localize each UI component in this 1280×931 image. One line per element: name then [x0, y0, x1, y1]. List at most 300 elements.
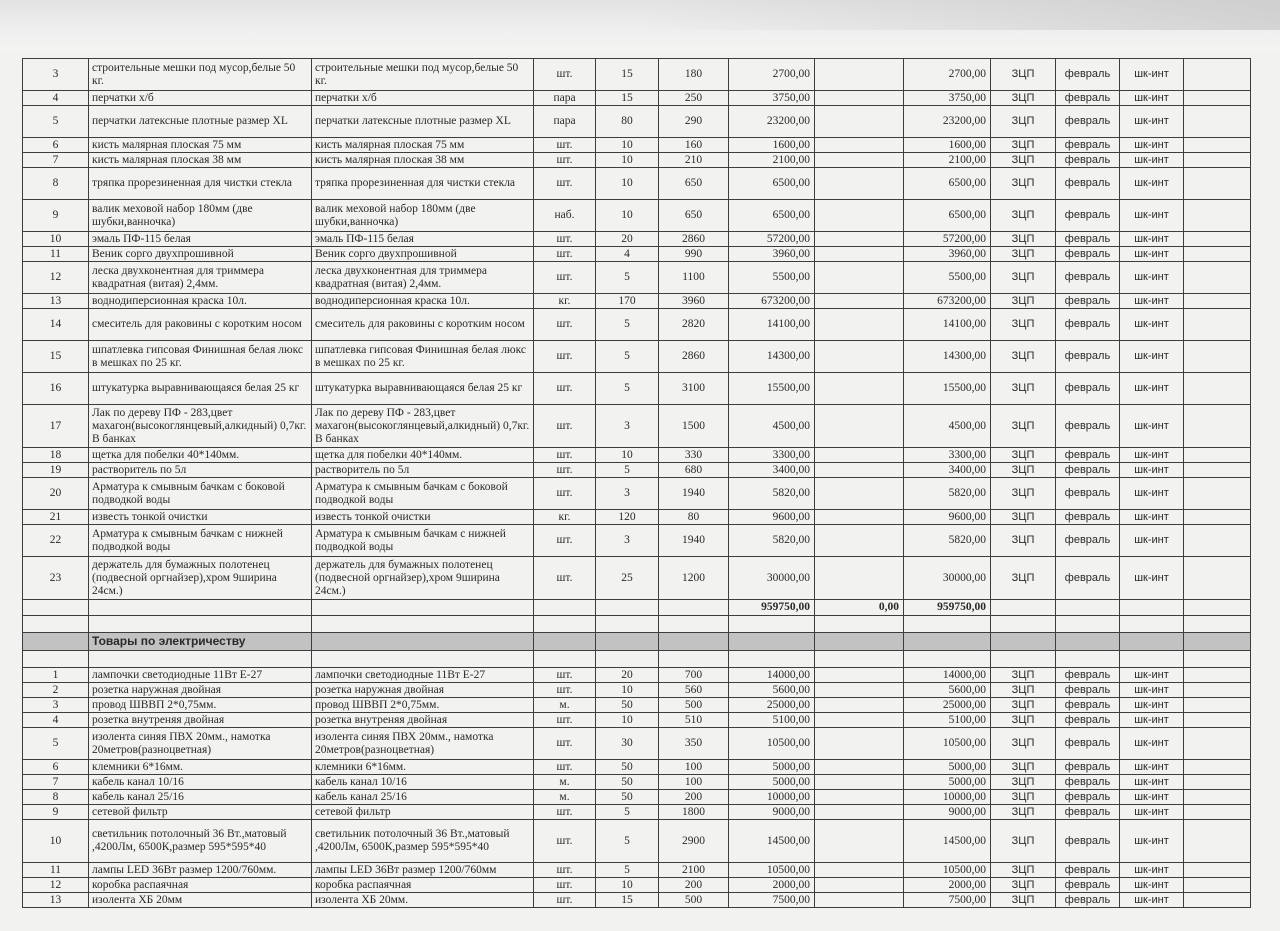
item-price: 1100	[659, 262, 729, 294]
item-sum: 25000,00	[729, 698, 815, 713]
item-extra	[815, 510, 904, 525]
item-department: шк-инт	[1120, 91, 1184, 106]
table-row	[23, 448, 1251, 463]
table-row	[23, 698, 1251, 713]
item-blank	[1184, 373, 1251, 405]
item-description: лампы LED 36Вт размер 1200/760мм	[312, 863, 534, 878]
item-unit: кг.	[534, 294, 596, 309]
item-price: 160	[659, 138, 729, 153]
item-source: ЗЦП	[991, 91, 1056, 106]
item-name: перчатки латексные плотные размер XL	[89, 106, 312, 138]
item-month: февраль	[1056, 463, 1120, 478]
item-blank	[1184, 262, 1251, 294]
item-name: Лак по дереву ПФ - 283,цвет махагон(высокоглянцевый,алкидный) 0,7кг. В банках	[89, 405, 312, 448]
item-month: февраль	[1056, 478, 1120, 510]
subtotal-cell-empty	[89, 600, 312, 616]
item-sum: 23200,00	[729, 106, 815, 138]
item-name: изолента ХБ 20мм	[89, 893, 312, 908]
row-number: 11	[23, 863, 89, 878]
item-price: 350	[659, 728, 729, 760]
table-row	[23, 478, 1251, 510]
item-department: шк-инт	[1120, 262, 1184, 294]
row-number: 13	[23, 294, 89, 309]
item-price: 210	[659, 153, 729, 168]
item-source: ЗЦП	[991, 200, 1056, 232]
item-description: леска двухконентная для триммера квадратная (витая) 2,4мм.	[312, 262, 534, 294]
item-department: шк-инт	[1120, 463, 1184, 478]
item-total: 5000,00	[904, 775, 991, 790]
item-unit: пара	[534, 106, 596, 138]
item-department: шк-инт	[1120, 200, 1184, 232]
row-number: 13	[23, 893, 89, 908]
item-quantity: 25	[596, 557, 659, 600]
row-number: 4	[23, 91, 89, 106]
item-total: 23200,00	[904, 106, 991, 138]
item-name: клемники 6*16мм.	[89, 760, 312, 775]
item-blank	[1184, 668, 1251, 683]
item-extra	[815, 698, 904, 713]
item-description: Лак по дереву ПФ - 283,цвет махагон(высокоглянцевый,алкидный) 0,7кг. В банках	[312, 405, 534, 448]
item-quantity: 5	[596, 463, 659, 478]
item-extra	[815, 373, 904, 405]
item-source: ЗЦП	[991, 510, 1056, 525]
table-row	[23, 713, 1251, 728]
item-unit: шт.	[534, 168, 596, 200]
item-department: шк-инт	[1120, 341, 1184, 373]
item-source: ЗЦП	[991, 262, 1056, 294]
item-source: ЗЦП	[991, 790, 1056, 805]
item-month: февраль	[1056, 510, 1120, 525]
item-department: шк-инт	[1120, 525, 1184, 557]
item-extra	[815, 713, 904, 728]
item-description: кисть малярная плоская 75 мм	[312, 138, 534, 153]
item-source: ЗЦП	[991, 760, 1056, 775]
item-month: февраль	[1056, 341, 1120, 373]
item-description: лампочки светодиодные 11Вт Е-27	[312, 668, 534, 683]
item-blank	[1184, 200, 1251, 232]
item-total: 3400,00	[904, 463, 991, 478]
item-blank	[1184, 247, 1251, 262]
row-number: 14	[23, 309, 89, 341]
item-extra	[815, 790, 904, 805]
item-quantity: 5	[596, 373, 659, 405]
item-source: ЗЦП	[991, 232, 1056, 247]
item-total: 7500,00	[904, 893, 991, 908]
item-source: ЗЦП	[991, 138, 1056, 153]
item-total: 2700,00	[904, 59, 991, 91]
item-source: ЗЦП	[991, 247, 1056, 262]
item-source: ЗЦП	[991, 775, 1056, 790]
item-blank	[1184, 713, 1251, 728]
item-unit: шт.	[534, 893, 596, 908]
item-unit: шт.	[534, 668, 596, 683]
item-extra	[815, 728, 904, 760]
table-body-building	[23, 59, 1251, 600]
item-sum: 14000,00	[729, 668, 815, 683]
item-department: шк-инт	[1120, 309, 1184, 341]
item-name: леска двухконентная для триммера квадратная (витая) 2,4мм.	[89, 262, 312, 294]
item-sum: 4500,00	[729, 405, 815, 448]
table-row	[23, 138, 1251, 153]
item-blank	[1184, 168, 1251, 200]
item-name: перчатки х/б	[89, 91, 312, 106]
item-price: 1940	[659, 525, 729, 557]
item-department: шк-инт	[1120, 138, 1184, 153]
item-extra	[815, 247, 904, 262]
item-unit: шт.	[534, 820, 596, 863]
section-cell-empty	[23, 633, 89, 651]
item-description: коробка распаячная	[312, 878, 534, 893]
item-unit: шт.	[534, 805, 596, 820]
item-quantity: 10	[596, 683, 659, 698]
item-unit: шт.	[534, 760, 596, 775]
item-quantity: 120	[596, 510, 659, 525]
row-number: 11	[23, 247, 89, 262]
item-unit: м.	[534, 698, 596, 713]
scan-shadow	[640, 0, 1280, 30]
row-number: 20	[23, 478, 89, 510]
item-description: эмаль ПФ-115 белая	[312, 232, 534, 247]
item-price: 1200	[659, 557, 729, 600]
item-source: ЗЦП	[991, 59, 1056, 91]
item-name: розетка наружная двойная	[89, 683, 312, 698]
item-source: ЗЦП	[991, 893, 1056, 908]
table-row	[23, 775, 1251, 790]
item-department: шк-инт	[1120, 557, 1184, 600]
item-sum: 10000,00	[729, 790, 815, 805]
item-description: Арматура к смывным бачкам с боковой подводкой воды	[312, 478, 534, 510]
item-source: ЗЦП	[991, 698, 1056, 713]
subtotal-cell-empty	[312, 600, 534, 616]
item-price: 80	[659, 510, 729, 525]
item-quantity: 10	[596, 713, 659, 728]
item-blank	[1184, 91, 1251, 106]
item-quantity: 10	[596, 878, 659, 893]
item-department: шк-инт	[1120, 405, 1184, 448]
item-price: 990	[659, 247, 729, 262]
item-month: февраль	[1056, 760, 1120, 775]
item-extra	[815, 463, 904, 478]
row-number: 22	[23, 525, 89, 557]
item-price: 500	[659, 698, 729, 713]
item-unit: шт.	[534, 232, 596, 247]
table-row	[23, 557, 1251, 600]
item-month: февраль	[1056, 405, 1120, 448]
item-sum: 5000,00	[729, 760, 815, 775]
row-number: 8	[23, 790, 89, 805]
item-total: 10000,00	[904, 790, 991, 805]
item-source: ЗЦП	[991, 405, 1056, 448]
item-month: февраль	[1056, 790, 1120, 805]
item-quantity: 5	[596, 309, 659, 341]
subtotal-cell-empty	[659, 600, 729, 616]
subtotal-cell-empty	[1056, 600, 1120, 616]
item-extra	[815, 153, 904, 168]
item-month: февраль	[1056, 200, 1120, 232]
item-total: 673200,00	[904, 294, 991, 309]
row-number: 12	[23, 878, 89, 893]
item-department: шк-инт	[1120, 510, 1184, 525]
item-price: 2860	[659, 232, 729, 247]
item-price: 100	[659, 760, 729, 775]
item-department: шк-инт	[1120, 790, 1184, 805]
item-unit: шт.	[534, 713, 596, 728]
item-extra	[815, 232, 904, 247]
item-quantity: 5	[596, 805, 659, 820]
item-name: шпатлевка гипсовая Финишная белая люкс в мешках по 25 кг.	[89, 341, 312, 373]
item-department: шк-инт	[1120, 805, 1184, 820]
item-quantity: 50	[596, 790, 659, 805]
item-quantity: 50	[596, 775, 659, 790]
item-price: 2900	[659, 820, 729, 863]
item-price: 560	[659, 683, 729, 698]
table-row	[23, 525, 1251, 557]
item-price: 200	[659, 878, 729, 893]
item-month: февраль	[1056, 878, 1120, 893]
item-price: 650	[659, 168, 729, 200]
item-blank	[1184, 698, 1251, 713]
row-number: 6	[23, 760, 89, 775]
item-department: шк-инт	[1120, 728, 1184, 760]
item-source: ЗЦП	[991, 106, 1056, 138]
item-department: шк-инт	[1120, 863, 1184, 878]
subtotal-total: 959750,00	[904, 600, 991, 616]
row-number: 9	[23, 200, 89, 232]
item-name: Арматура к смывным бачкам с боковой подводкой воды	[89, 478, 312, 510]
item-quantity: 5	[596, 341, 659, 373]
item-quantity: 3	[596, 405, 659, 448]
item-extra	[815, 668, 904, 683]
item-quantity: 20	[596, 668, 659, 683]
procurement-table-sheet	[22, 58, 1250, 908]
item-extra	[815, 106, 904, 138]
table-row	[23, 683, 1251, 698]
table-row	[23, 760, 1251, 775]
item-quantity: 50	[596, 698, 659, 713]
item-total: 6500,00	[904, 168, 991, 200]
row-number: 2	[23, 683, 89, 698]
item-quantity: 50	[596, 760, 659, 775]
table-body-electrical	[23, 668, 1251, 908]
item-unit: шт.	[534, 863, 596, 878]
subtotal-sum: 959750,00	[729, 600, 815, 616]
item-description: строительные мешки под мусор,белые 50 кг.	[312, 59, 534, 91]
table-row	[23, 805, 1251, 820]
item-name: коробка распаячная	[89, 878, 312, 893]
item-price: 680	[659, 463, 729, 478]
item-unit: шт.	[534, 262, 596, 294]
item-quantity: 80	[596, 106, 659, 138]
subtotal-cell-empty	[1184, 600, 1251, 616]
item-unit: шт.	[534, 153, 596, 168]
item-extra	[815, 760, 904, 775]
item-blank	[1184, 478, 1251, 510]
item-description: известь тонкой очистки	[312, 510, 534, 525]
item-month: февраль	[1056, 728, 1120, 760]
item-quantity: 5	[596, 863, 659, 878]
subtotal-cell-empty	[1120, 600, 1184, 616]
item-source: ЗЦП	[991, 557, 1056, 600]
item-total: 5820,00	[904, 478, 991, 510]
item-unit: пара	[534, 91, 596, 106]
item-department: шк-инт	[1120, 760, 1184, 775]
item-sum: 57200,00	[729, 232, 815, 247]
item-quantity: 3	[596, 478, 659, 510]
row-number: 17	[23, 405, 89, 448]
table-row	[23, 510, 1251, 525]
item-total: 30000,00	[904, 557, 991, 600]
item-description: изолента ХБ 20мм.	[312, 893, 534, 908]
item-unit: кг.	[534, 510, 596, 525]
item-blank	[1184, 805, 1251, 820]
item-unit: шт.	[534, 138, 596, 153]
item-name: эмаль ПФ-115 белая	[89, 232, 312, 247]
subtotal-row	[23, 600, 1251, 616]
item-name: воднодиперсионная краска 10л.	[89, 294, 312, 309]
item-extra	[815, 341, 904, 373]
item-price: 1500	[659, 405, 729, 448]
item-sum: 3300,00	[729, 448, 815, 463]
item-price: 700	[659, 668, 729, 683]
table-row	[23, 728, 1251, 760]
item-blank	[1184, 463, 1251, 478]
item-month: февраль	[1056, 138, 1120, 153]
item-price: 3960	[659, 294, 729, 309]
item-sum: 673200,00	[729, 294, 815, 309]
item-department: шк-инт	[1120, 294, 1184, 309]
item-month: февраль	[1056, 698, 1120, 713]
item-source: ЗЦП	[991, 153, 1056, 168]
item-sum: 10500,00	[729, 863, 815, 878]
item-extra	[815, 683, 904, 698]
item-price: 250	[659, 91, 729, 106]
item-quantity: 10	[596, 168, 659, 200]
row-number: 19	[23, 463, 89, 478]
item-month: февраль	[1056, 232, 1120, 247]
item-blank	[1184, 878, 1251, 893]
item-extra	[815, 775, 904, 790]
item-description: кабель канал 10/16	[312, 775, 534, 790]
item-total: 15500,00	[904, 373, 991, 405]
row-number: 10	[23, 232, 89, 247]
item-month: февраль	[1056, 153, 1120, 168]
item-quantity: 10	[596, 153, 659, 168]
item-blank	[1184, 106, 1251, 138]
item-description: щетка для побелки 40*140мм.	[312, 448, 534, 463]
item-extra	[815, 820, 904, 863]
item-extra	[815, 91, 904, 106]
item-unit: шт.	[534, 728, 596, 760]
item-total: 10500,00	[904, 863, 991, 878]
table-row	[23, 59, 1251, 91]
item-sum: 15500,00	[729, 373, 815, 405]
item-sum: 14300,00	[729, 341, 815, 373]
item-blank	[1184, 510, 1251, 525]
item-sum: 7500,00	[729, 893, 815, 908]
item-unit: шт.	[534, 341, 596, 373]
subtotal-cell-empty	[23, 600, 89, 616]
item-month: февраль	[1056, 775, 1120, 790]
item-source: ЗЦП	[991, 373, 1056, 405]
item-sum: 3750,00	[729, 91, 815, 106]
table-row	[23, 309, 1251, 341]
section-header-row	[23, 633, 1251, 651]
item-blank	[1184, 138, 1251, 153]
table-row	[23, 405, 1251, 448]
item-month: февраль	[1056, 820, 1120, 863]
blank-row	[23, 651, 1251, 668]
item-description: перчатки латексные плотные размер XL	[312, 106, 534, 138]
item-extra	[815, 525, 904, 557]
item-blank	[1184, 557, 1251, 600]
item-total: 57200,00	[904, 232, 991, 247]
item-total: 9600,00	[904, 510, 991, 525]
item-department: шк-инт	[1120, 448, 1184, 463]
row-number: 18	[23, 448, 89, 463]
table-row	[23, 91, 1251, 106]
item-unit: наб.	[534, 200, 596, 232]
item-price: 330	[659, 448, 729, 463]
item-name: строительные мешки под мусор,белые 50 кг.	[89, 59, 312, 91]
item-quantity: 10	[596, 200, 659, 232]
item-source: ЗЦП	[991, 168, 1056, 200]
item-quantity: 10	[596, 448, 659, 463]
item-total: 14000,00	[904, 668, 991, 683]
item-blank	[1184, 683, 1251, 698]
item-description: валик меховой набор 180мм (две шубки,ванночка)	[312, 200, 534, 232]
item-name: держатель для бумажных полотенец (подвесной оргнайзер),хром 9ширина 24см.)	[89, 557, 312, 600]
item-month: февраль	[1056, 525, 1120, 557]
item-source: ЗЦП	[991, 309, 1056, 341]
row-number: 3	[23, 59, 89, 91]
item-quantity: 15	[596, 59, 659, 91]
item-month: февраль	[1056, 294, 1120, 309]
item-total: 5500,00	[904, 262, 991, 294]
item-unit: шт.	[534, 478, 596, 510]
item-name: штукатурка выравнивающаяся белая 25 кг	[89, 373, 312, 405]
item-description: штукатурка выравнивающаяся белая 25 кг	[312, 373, 534, 405]
item-source: ЗЦП	[991, 683, 1056, 698]
item-source: ЗЦП	[991, 863, 1056, 878]
item-month: февраль	[1056, 683, 1120, 698]
item-sum: 2000,00	[729, 878, 815, 893]
item-name: валик меховой набор 180мм (две шубки,ванночка)	[89, 200, 312, 232]
item-unit: шт.	[534, 405, 596, 448]
item-blank	[1184, 790, 1251, 805]
item-source: ЗЦП	[991, 878, 1056, 893]
item-source: ЗЦП	[991, 805, 1056, 820]
item-name: Арматура к смывным бачкам с нижней подводкой воды	[89, 525, 312, 557]
item-source: ЗЦП	[991, 341, 1056, 373]
subtotal-extra: 0,00	[815, 600, 904, 616]
table-row	[23, 893, 1251, 908]
item-price: 650	[659, 200, 729, 232]
item-unit: шт.	[534, 59, 596, 91]
item-month: февраль	[1056, 309, 1120, 341]
item-department: шк-инт	[1120, 713, 1184, 728]
item-month: февраль	[1056, 373, 1120, 405]
item-description: розетка внутреняя двойная	[312, 713, 534, 728]
table-row	[23, 863, 1251, 878]
item-description: розетка наружная двойная	[312, 683, 534, 698]
item-department: шк-инт	[1120, 232, 1184, 247]
item-name: лампы LED 36Вт размер 1200/760мм.	[89, 863, 312, 878]
item-total: 14300,00	[904, 341, 991, 373]
item-source: ЗЦП	[991, 478, 1056, 510]
item-name: растворитель по 5л	[89, 463, 312, 478]
item-blank	[1184, 728, 1251, 760]
item-source: ЗЦП	[991, 448, 1056, 463]
